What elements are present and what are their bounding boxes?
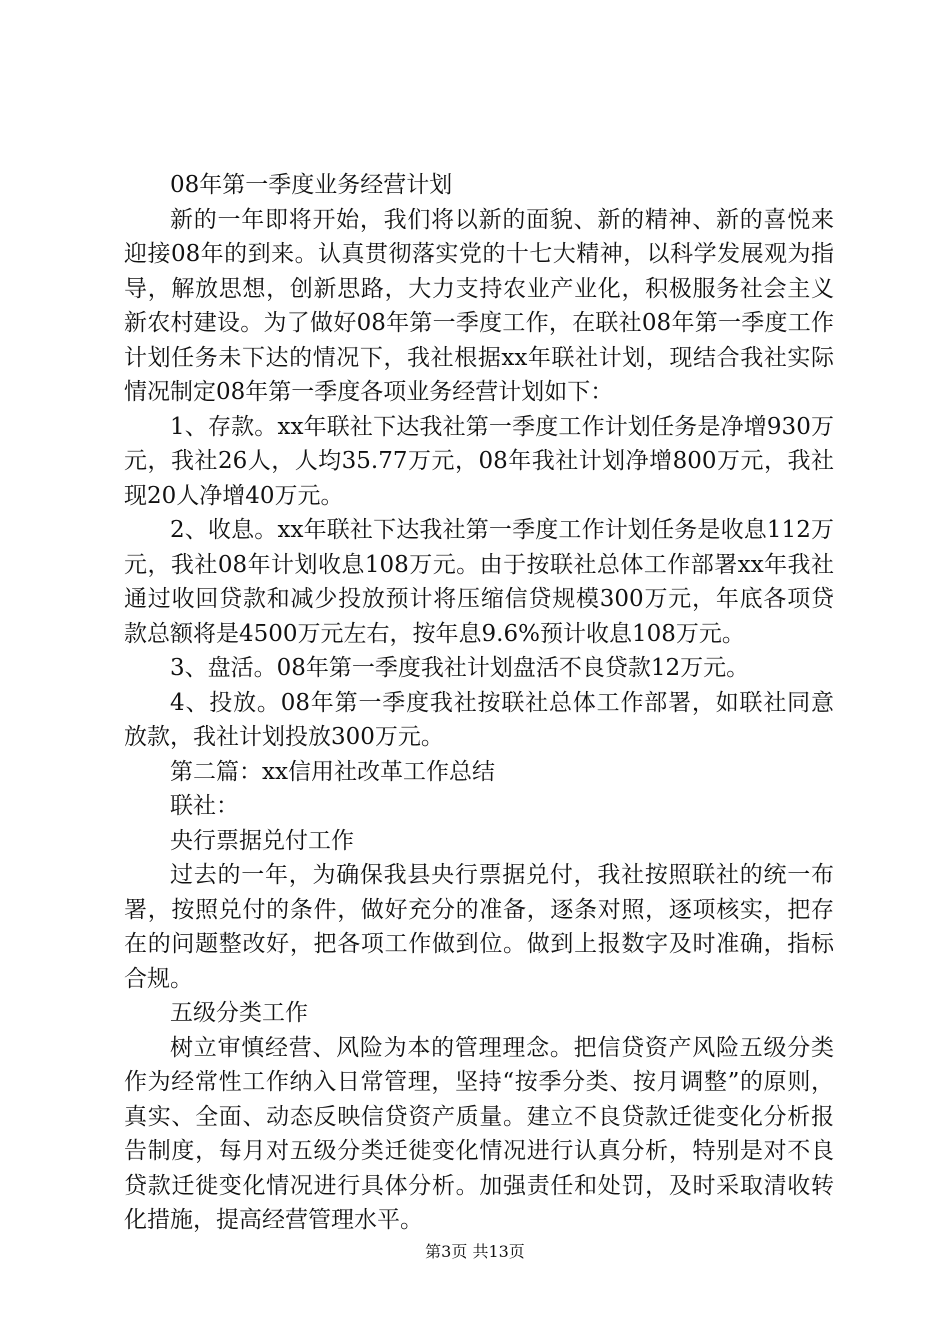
body-paragraph: 新的一年即将开始，我们将以新的面貌、新的精神、新的喜悦来迎接08年的到来。认真贯彻落实党的十七大精神，以科学发展观为指导，解放思想，创新思路，大力支持农业产业化，积极服务社会主义新农村建设。为了做好08年第一季度工作，在联社08年第一季度工作计划任务未下达的情况下，我社根据xx年联社计划，现结合我社实际情况制定08年第一季度各项业务经营计划如下： [124, 206, 834, 405]
body-paragraph: 过去的一年，为确保我县央行票据兑付，我社按照联社的统一布署，按照兑付的条件，做好充分的准备，逐条对照，逐项核实，把存在的问题整改好，把各项工作做到位。做到上报数字及时准确，指标合规。 [124, 862, 834, 992]
section-heading: 五级分类工作 [170, 1000, 308, 1026]
section-heading: 第二篇：xx信用社改革工作总结 [170, 758, 495, 785]
body-paragraph: 2、收息。xx年联社下达我社第一季度工作计划任务是收息112万元，我社08年计划收息108万元。由于按联社总体工作部署xx年我社通过收回贷款和减少投放预计将压缩信贷规模300万元，年底各项贷款总额将是4500万元左右，按年息9.6%预计收息108万元。 [124, 517, 834, 647]
body-paragraph: 3、盘活。08年第一季度我社计划盘活不良贷款12万元。 [170, 655, 750, 681]
body-paragraph: 4、投放。08年第一季度我社按联社总体工作部署，如联社同意放款，我社计划投放300万元。 [124, 689, 834, 750]
document-body [124, 168, 834, 1238]
section-heading: 08年第一季度业务经营计划 [170, 172, 453, 198]
body-paragraph: 树立审慎经营、风险为本的管理理念。把信贷资产风险五级分类作为经常性工作纳入日常管理，坚持“按季分类、按月调整”的原则，真实、全面、动态反映信贷资产质量。建立不良贷款迁徙变化分析报告制度，每月对五级分类迁徙变化情况进行认真分析，特别是对不良贷款迁徙变化情况进行具体分析。加强责任和处罚，及时采取清收转化措施，提高经营管理水平。 [124, 1034, 834, 1233]
page-number-footer: 第3页 共13页 [425, 1242, 525, 1261]
section-heading: 央行票据兑付工作 [170, 827, 354, 854]
salutation: 联社： [170, 793, 239, 819]
body-paragraph: 1、存款。xx年联社下达我社第一季度工作计划任务是净增930万元，我社26人，人均35.77万元，08年我社计划净增800万元，我社现20人净增40万元。 [124, 413, 834, 509]
